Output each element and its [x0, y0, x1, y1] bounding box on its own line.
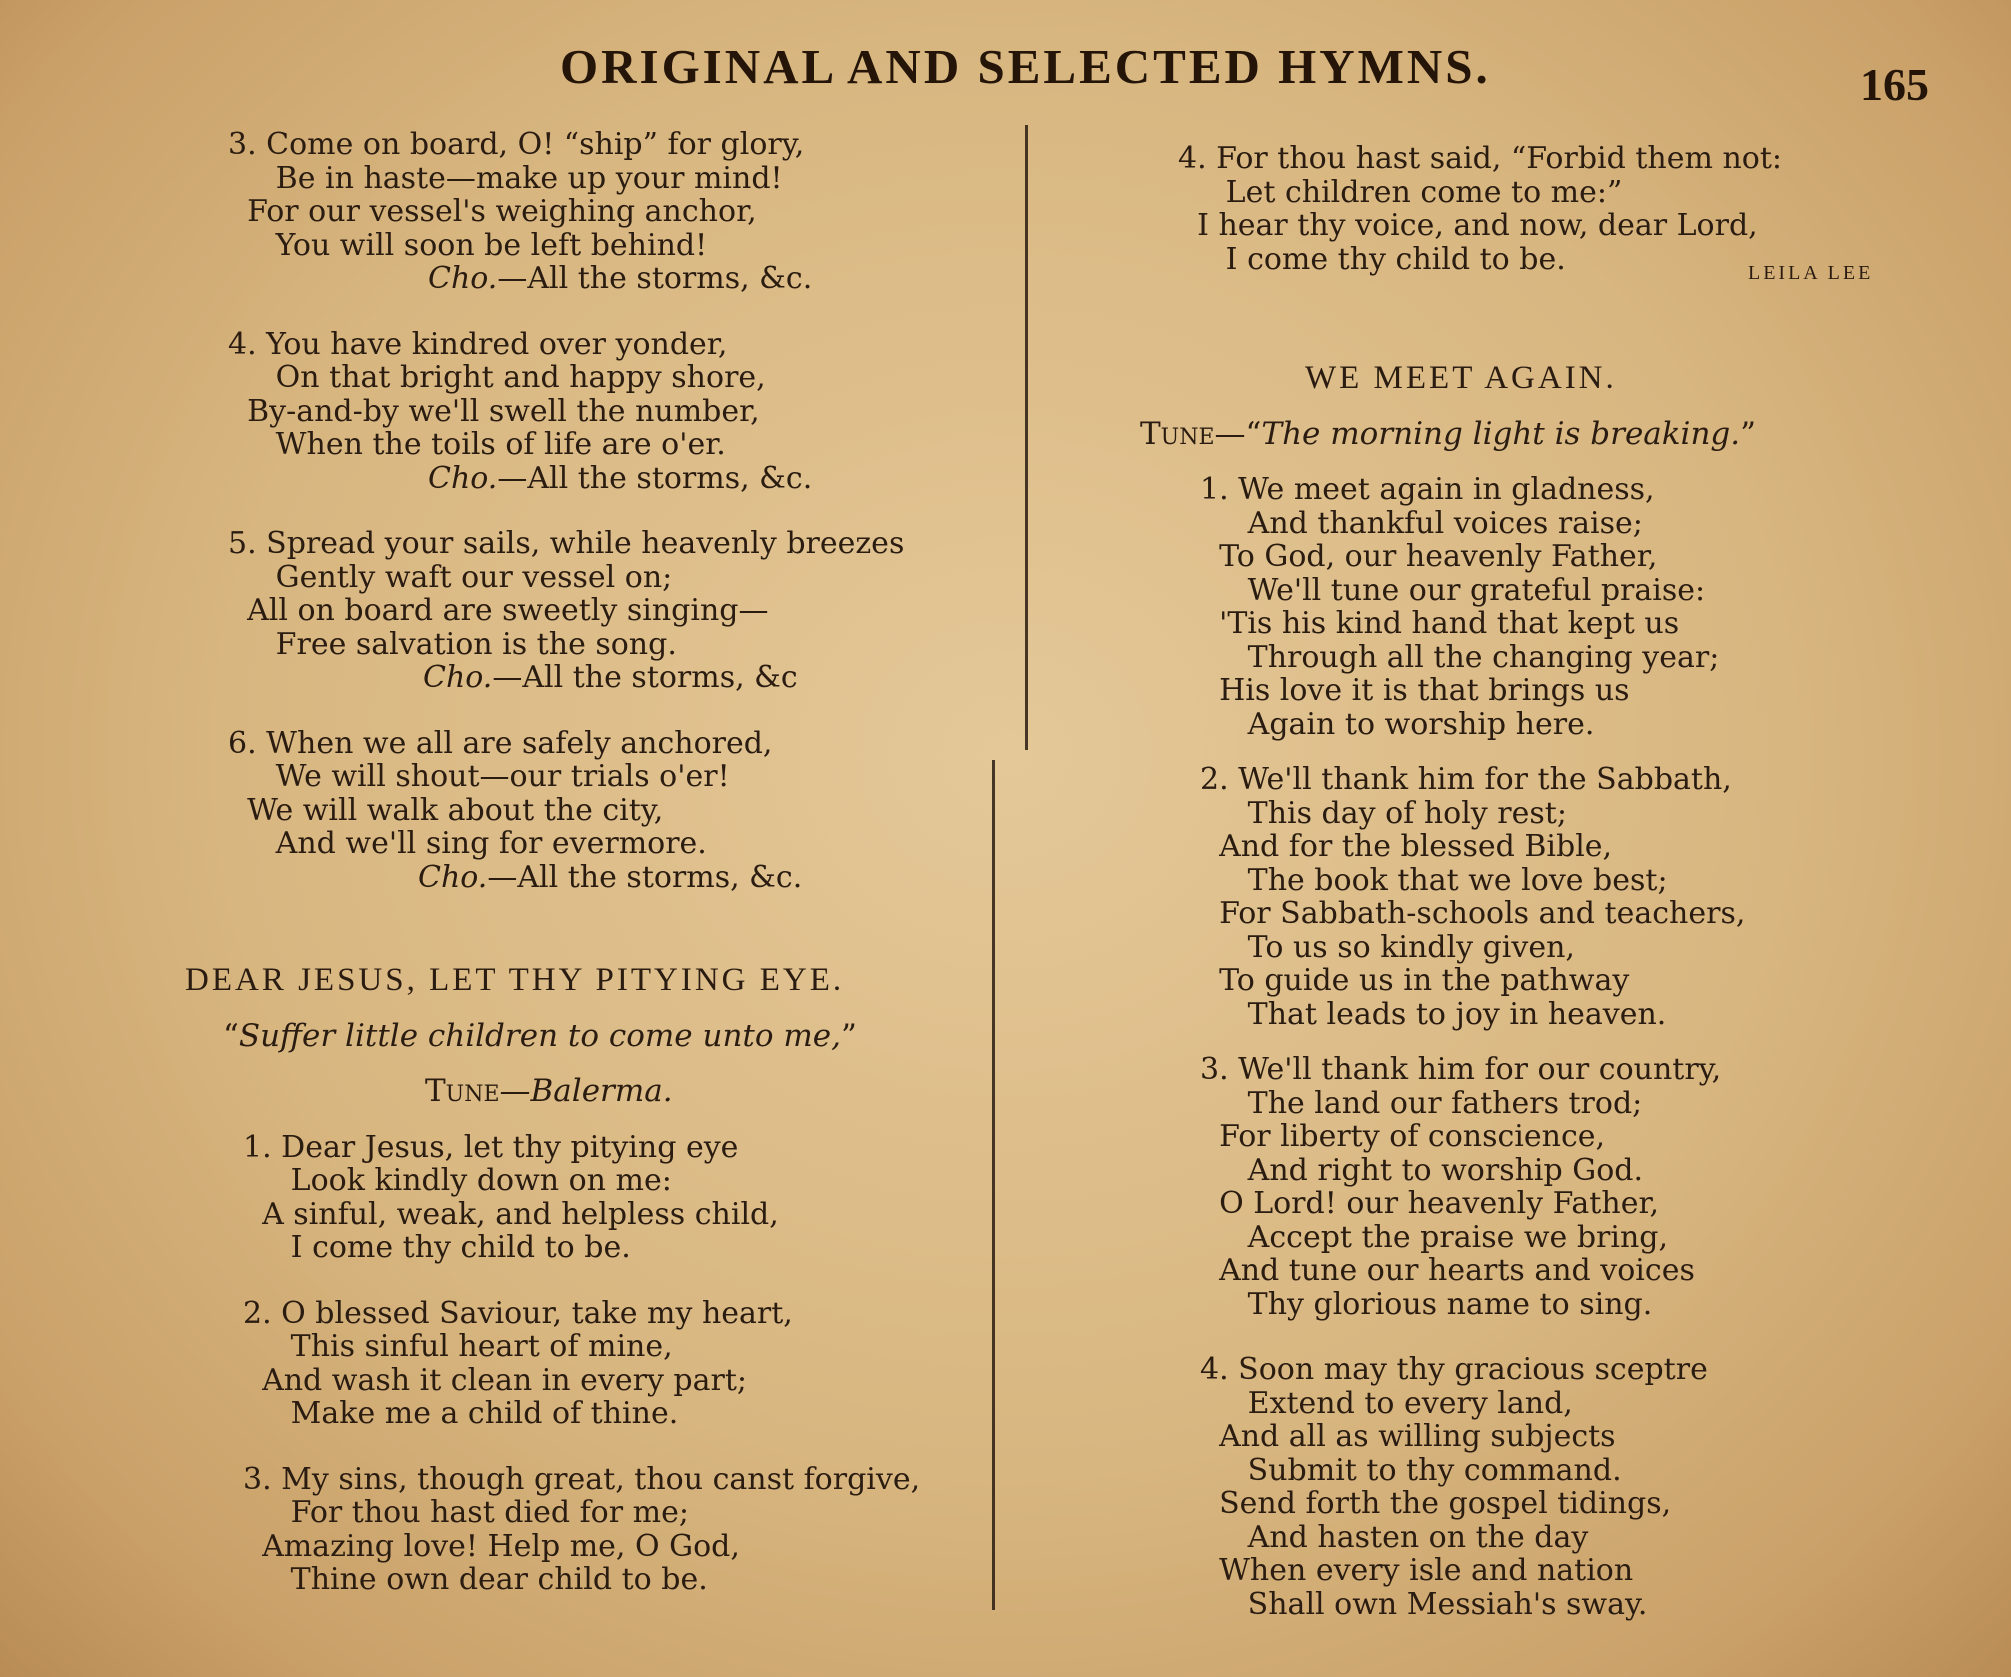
verse-line: Thy glorious name to sing.	[1200, 1286, 1653, 1322]
verse-line: 5. Spread your sails, while heavenly breezes	[228, 526, 905, 561]
verse-line: The land our fathers trod;	[1200, 1085, 1643, 1121]
hymn-b-stanza-2	[243, 1297, 920, 1431]
chorus-line	[228, 661, 904, 695]
verse-line: Make me a child of thine.	[243, 1396, 679, 1431]
verse-line: 4. You have kindred over yonder,	[228, 326, 728, 362]
verse-line: 3. We'll thank him for our country,	[1200, 1052, 1722, 1087]
tune-close-quote: ”	[1740, 415, 1756, 452]
verse-line: 4. For thou hast said, “Forbid them not:	[1178, 141, 1783, 176]
hymn-a-stanza-5	[228, 527, 904, 695]
verse-line: And tune our hearts and voices	[1200, 1253, 1695, 1288]
column-divider-lower	[992, 760, 995, 1610]
verse-line: His love it is that brings us	[1200, 673, 1630, 708]
author-attribution: LEILA LEE	[1748, 262, 1874, 284]
verse-line: Shall own Messiah's sway.	[1200, 1586, 1648, 1622]
chorus-prefix: Cho.	[418, 859, 488, 895]
chorus-text: —All the storms, &c.	[487, 859, 803, 895]
tune-dash: —“	[1214, 415, 1262, 452]
verse-line: And thankful voices raise;	[1200, 505, 1643, 541]
verse-line: Through all the changing year;	[1200, 639, 1720, 675]
chorus-line	[228, 462, 904, 496]
verse-line: For liberty of conscience,	[1200, 1119, 1606, 1154]
verse-line: To us so kindly given,	[1200, 929, 1575, 965]
verse-line: For Sabbath-schools and teachers,	[1200, 896, 1746, 931]
hymn-a-stanza-4	[228, 328, 904, 496]
verse-line: Let children come to me:”	[1178, 174, 1623, 210]
verse-line: To guide us in the pathway	[1200, 963, 1630, 998]
chorus-line	[228, 861, 904, 895]
verse-line: Submit to thy command.	[1200, 1452, 1622, 1488]
tune-label: Tune	[1140, 415, 1215, 452]
verse-line: And wash it clean in every part;	[243, 1362, 748, 1398]
verse-line: By-and-by we'll swell the number,	[228, 393, 760, 429]
verse-line: Gently waft our vessel on;	[228, 559, 673, 595]
hymn-c-stanza-2	[1200, 763, 1756, 1031]
verse-line: We'll tune our grateful praise:	[1200, 572, 1706, 608]
verse-line: Amazing love! Help me, O God,	[243, 1528, 740, 1564]
hymn-b-stanza-3	[243, 1463, 920, 1597]
verse-line: And all as willing subjects	[1200, 1419, 1616, 1454]
column-divider-upper	[1025, 125, 1028, 750]
verse-line: And right to worship God.	[1200, 1152, 1644, 1188]
hymn-c-stanza-1	[1200, 473, 1756, 741]
verse-line: Free salvation is the song.	[228, 626, 677, 662]
verse-line: A sinful, weak, and helpless child,	[243, 1196, 779, 1232]
chorus-text: —All the storms, &c	[492, 660, 798, 695]
verse-line: I come thy child to be.	[1178, 241, 1566, 277]
page-number: 165	[1860, 59, 1929, 110]
verse-line: And for the blessed Bible,	[1200, 829, 1613, 864]
chorus-text: —All the storms, &c.	[497, 460, 813, 496]
hymn-c-stanza-4	[1200, 1353, 1756, 1621]
left-column	[228, 128, 904, 894]
hymn-b-stanza-1	[243, 1131, 920, 1265]
verse-line: I hear thy voice, and now, dear Lord,	[1178, 208, 1758, 243]
hymn-title: WE MEET AGAIN.	[1305, 360, 1617, 396]
tune-line	[185, 1075, 920, 1109]
hymn-c-stanza-3	[1200, 1053, 1756, 1321]
chorus-text: —All the storms, &c.	[497, 261, 813, 296]
verse-line: That leads to joy in heaven.	[1200, 996, 1667, 1032]
tune-name: The morning light is breaking.	[1261, 415, 1741, 452]
verse-line: You will soon be left behind!	[228, 227, 708, 263]
hymn-c	[1140, 362, 1756, 1621]
verse-line: 3. My sins, though great, thou canst forgive,	[243, 1461, 921, 1497]
verse-line: Thine own dear child to be.	[243, 1562, 708, 1597]
verse-line: All on board are sweetly singing—	[228, 593, 769, 628]
tune-label: Tune	[425, 1073, 500, 1109]
verse-line: This sinful heart of mine,	[243, 1329, 673, 1364]
verse-line: 1. Dear Jesus, let thy pitying eye	[243, 1129, 739, 1165]
verse-line: O Lord! our heavenly Father,	[1200, 1186, 1660, 1221]
tune-name: —Balerma.	[499, 1073, 673, 1109]
verse-line: 4. Soon may thy gracious sceptre	[1200, 1352, 1708, 1387]
verse-line: When the toils of life are o'er.	[228, 427, 726, 462]
verse-line: And we'll sing for evermore.	[228, 826, 707, 861]
hymn-title: DEAR JESUS, LET THY PITYING EYE.	[185, 962, 845, 998]
open-quote: “	[223, 1017, 239, 1054]
hymn-b	[185, 964, 920, 1597]
verse-line: 3. Come on board, O! “ship” for glory,	[228, 127, 805, 162]
verse-line: Look kindly down on me:	[243, 1163, 672, 1198]
subtitle-text: Suffer little children to come unto me,	[238, 1017, 841, 1054]
verse-line: For our vessel's weighing anchor,	[228, 194, 757, 229]
verse-line: On that bright and happy shore,	[228, 360, 766, 395]
chorus-prefix: Cho.	[428, 261, 498, 296]
verse-line: The book that we love best;	[1200, 862, 1668, 898]
verse-line: This day of holy rest;	[1200, 795, 1567, 831]
hymn-a-stanza-6	[228, 727, 904, 895]
close-quote: ”	[840, 1017, 857, 1054]
verse-line: 2. O blessed Saviour, take my heart,	[243, 1295, 793, 1331]
verse-line: 2. We'll thank him for the Sabbath,	[1200, 762, 1732, 797]
verse-line: And hasten on the day	[1200, 1519, 1589, 1555]
tune-line	[1140, 415, 1756, 452]
verse-line: Again to worship here.	[1200, 706, 1595, 742]
chorus-prefix: Cho.	[428, 460, 498, 496]
verse-line: Extend to every land,	[1200, 1385, 1573, 1421]
verse-line: When every isle and nation	[1200, 1553, 1634, 1588]
hymn-b-stanza-4	[1178, 142, 1782, 276]
verse-line: We will shout—our trials o'er!	[228, 759, 730, 794]
verse-line: I come thy child to be.	[243, 1230, 631, 1265]
hymn-subtitle	[185, 1017, 920, 1054]
hymn-a-stanza-3	[228, 128, 904, 296]
verse-line: Be in haste—make up your mind!	[228, 160, 783, 196]
verse-line: For thou hast died for me;	[243, 1495, 689, 1530]
verse-line: 1. We meet again in gladness,	[1200, 472, 1655, 507]
verse-line: 6. When we all are safely anchored,	[228, 725, 773, 761]
verse-line: 'Tis his kind hand that kept us	[1200, 606, 1680, 641]
verse-line: Accept the praise we bring,	[1200, 1219, 1669, 1255]
right-column-top	[1178, 142, 1782, 276]
verse-line: We will walk about the city,	[228, 792, 664, 828]
running-title: ORIGINAL AND SELECTED HYMNS.	[560, 39, 1491, 94]
chorus-line	[228, 262, 904, 296]
verse-line: To God, our heavenly Father,	[1200, 539, 1658, 574]
chorus-prefix: Cho.	[423, 660, 493, 695]
verse-line: Send forth the gospel tidings,	[1200, 1486, 1672, 1521]
